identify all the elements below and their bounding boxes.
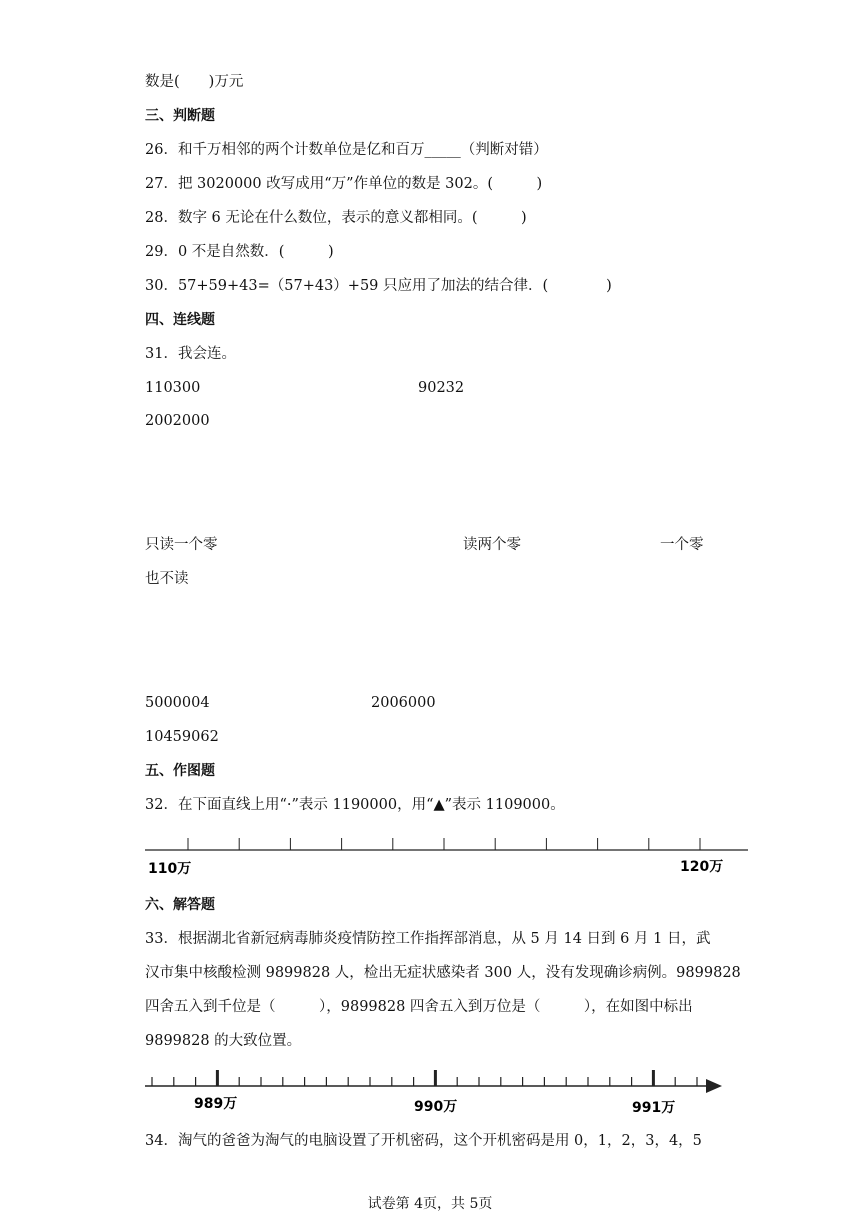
arrow-head-icon: [706, 1079, 722, 1093]
match-number-2002000: 2002000: [145, 413, 210, 429]
match-label-read-two-zeros: 读两个零: [463, 537, 521, 553]
question-26: 26．和千万相邻的两个计数单位是亿和百万_____（判断对错）: [145, 142, 548, 158]
question-28: 28．数字 6 无论在什么数位，表示的意义都相同。( ): [145, 210, 527, 226]
match-number-90232: 90232: [418, 380, 465, 396]
question-29: 29．0 不是自然数．( ): [145, 244, 334, 260]
axis-label-989: 989万: [194, 1096, 238, 1112]
match-number-5000004: 5000004: [145, 695, 210, 711]
number-line-right-label: 120万: [680, 859, 724, 875]
question-32: 32．在下面直线上用“·”表示 1190000，用“▲”表示 1109000。: [145, 797, 565, 813]
section-heading-matching: 四、连线题: [145, 312, 215, 328]
section-heading-judgement: 三、判断题: [145, 108, 215, 124]
match-number-2006000: 2006000: [371, 695, 436, 711]
question-30: 30．57+59+43=（57+43）+59 只应用了加法的结合律．( ): [145, 278, 612, 294]
question-33-line-4: 9899828 的大致位置。: [145, 1033, 302, 1049]
question-31-title: 31．我会连。: [145, 346, 236, 362]
question-34: 34．淘气的爸爸为淘气的电脑设置了开机密码，这个开机密码是用 0，1，2，3，4，5: [145, 1133, 702, 1149]
carryover-line: 数是( )万元: [145, 74, 244, 90]
number-line-left-label: 110万: [148, 861, 192, 877]
section-heading-drawing: 五、作图题: [145, 763, 215, 779]
match-number-110300: 110300: [145, 380, 201, 396]
match-number-10459062: 10459062: [145, 729, 219, 745]
axis-label-990: 990万: [414, 1099, 458, 1115]
match-label-no-zero-part1: 一个零: [660, 537, 704, 553]
axis-label-991: 991万: [632, 1100, 676, 1116]
question-33-line-2: 汉市集中核酸检测 9899828 人，检出无症状感染者 300 人，没有发现确诊病例。9899828: [145, 965, 741, 981]
question-33-line-1: 33．根据湖北省新冠病毒肺炎疫情防控工作指挥部消息，从 5 月 14 日到 6 月 1 日，武: [145, 931, 711, 947]
question-33-line-3: 四舍五入到千位是（ ），9899828 四舍五入到万位是（ ），在如图中标出: [145, 999, 693, 1015]
match-label-read-one-zero: 只读一个零: [145, 537, 218, 553]
page-footer: 试卷第 4页，共 5页: [367, 1196, 493, 1212]
question-27: 27．把 3020000 改写成用“万”作单位的数是 302。( ): [145, 176, 543, 192]
section-heading-solve: 六、解答题: [145, 897, 215, 913]
match-label-no-zero-part2: 也不读: [145, 571, 189, 587]
number-line-989-991: [0, 1064, 860, 1120]
number-line-110-120: [0, 828, 860, 880]
